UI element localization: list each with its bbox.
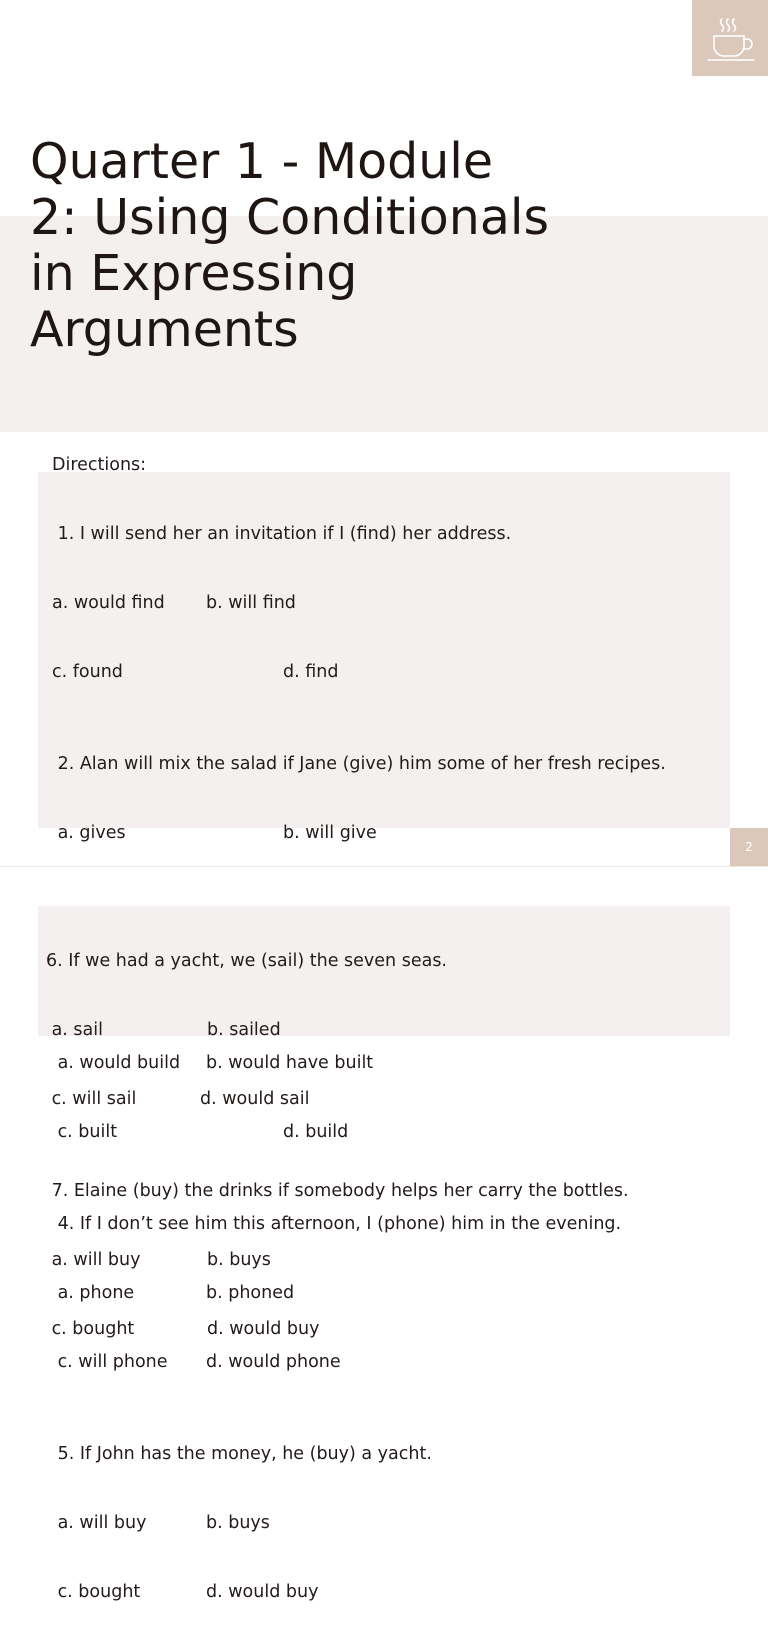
question-text: 7. Elaine (buy) the drinks if somebody helps her carry the bottles. [46,1181,629,1201]
option-d: d. would phone [206,1352,341,1372]
question-text: 6. If we had a yacht, we (sail) the seven seas. [46,951,447,971]
option-b: b. will give [283,823,377,843]
question-text: 1. I will send her an invitation if I (find) her address. [52,524,512,544]
option-a: a. will buy [52,1513,147,1533]
option-row [52,1581,666,1604]
option-c: c. will sail [46,1089,137,1109]
option-a: a. phone [52,1283,135,1303]
option-a: a. would find [52,593,165,613]
coffee-cup-icon [702,11,758,65]
option-a: a. will buy [46,1250,141,1270]
option-row [52,592,666,615]
option-b: b. buys [207,1250,271,1270]
page-number: 2 [730,828,768,866]
coffee-cup-badge [692,0,768,76]
option-c: c. bought [46,1319,135,1339]
option-row [46,1318,629,1341]
option-c: c. will phone [52,1352,168,1372]
option-d: d. find [283,662,339,682]
option-d: d. build [283,1122,349,1142]
option-c: c. found [52,662,123,682]
slide-title: Quarter 1 - Module 2: Using Conditionals in Expressing Arguments [30,133,549,358]
question-text: 4. If I don’t see him this afternoon, I (phone) him in the evening. [52,1214,622,1234]
option-row [46,1249,629,1272]
question-text: 2. Alan will mix the salad if Jane (give) him some of her fresh recipes. [52,754,666,774]
option-b: b. would have built [206,1053,374,1073]
directions-label: Directions: [52,455,147,475]
option-b: b. sailed [207,1020,281,1040]
option-c: c. bought [52,1582,141,1602]
option-b: b. will find [206,593,296,613]
option-row [46,1019,629,1042]
option-a: a. sail [46,1020,103,1040]
option-row [52,661,666,684]
option-a: a. gives [52,823,126,843]
option-row [52,1512,666,1535]
option-b: b. phoned [206,1283,295,1303]
option-row [46,1088,629,1111]
option-row [52,822,666,845]
option-d: d. would buy [206,1582,319,1602]
option-d: d. would sail [200,1089,310,1109]
option-c: c. built [52,1122,118,1142]
option-d: d. would buy [207,1319,320,1339]
question-text: 5. If John has the money, he (buy) a yacht. [52,1444,432,1464]
option-b: b. buys [206,1513,270,1533]
option-a: a. would build [52,1053,181,1073]
question-list [46,904,629,1387]
